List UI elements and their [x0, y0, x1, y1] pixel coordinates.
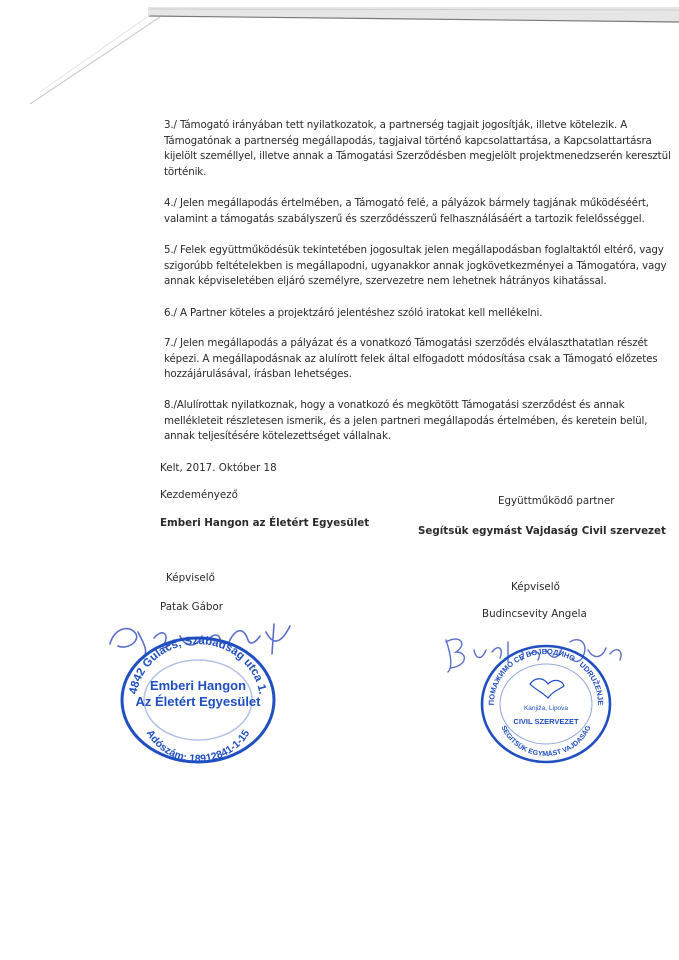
paragraph-line: mellékleteit részletesen ismerik, és a jelen partneri megállapodás értelmében, és keretein belül, [164, 414, 648, 427]
paragraph-6 [164, 306, 644, 322]
date-line: Kelt, 2017. Október 18 [160, 462, 277, 474]
paragraph-line: 6./ A Partner köteles a projektzáró jelentéshez szóló iratokat kell mellékelni. [164, 307, 543, 319]
paragraph-3 [164, 118, 671, 180]
svg-text:Adószám: 18912841-1-15 [144, 728, 253, 764]
paragraph-line: történik. [164, 165, 207, 178]
stamp-left [114, 624, 282, 764]
paragraph-line: valamint a támogatás szabályszerű és szerződésszerű felhasználásáért a tartozik felelősséggel. [164, 212, 645, 225]
stamp-left-ring-text: 4842 Gulács, Szabadság utca 1. [127, 634, 269, 696]
scan-edge [0, 0, 679, 120]
right-rep-label: Képviselő [511, 581, 560, 593]
paragraph-line: 8./Alulírottak nyilatkoznak, hogy a vonatkozó és megkötött Támogatási szerződést és annak [164, 399, 625, 411]
right-role: Együttműködő partner [498, 495, 615, 507]
left-role: Kezdeményező [160, 489, 238, 501]
paragraph-line: szigorúbb feltételekben is megállapodni, ugyanakkor annak jogkövetkezményei a Támogatóra, vagy [164, 259, 667, 272]
stamp-left-bottom-text: Adószám: 18912841-1-15 [143, 727, 253, 764]
stamp-left-center-2: Az Életért Egyesület [135, 694, 261, 709]
dove-icon [530, 679, 564, 698]
stamp-right-center-1: Kanjiža, Lipova [523, 705, 569, 712]
paragraph-line: 4./ Jelen megállapodás értelmében, a Támogató felé, a pályázok bármely tagjának működéséért, [164, 197, 649, 209]
paragraph-8 [164, 398, 648, 445]
paragraph-4 [164, 196, 649, 227]
left-org: Emberi Hangon az Életért Egyesület [160, 517, 370, 529]
paragraph-line: képezi. A megállapodásnak az alulírott felek által elfogadott módosítása csak a Támogató előzetes [164, 352, 658, 365]
stamp-right-center-2: CIVIL SZERVEZET [513, 717, 579, 726]
paragraph-line: annak képviseletében eljáró személyre, szervezetre nem lehetnek hátrányos kihatással. [164, 275, 607, 288]
stamp-right-ring-text: ПОМАЖИМО СЕ ВОЈВОДИНО · UDRUŽENJE [486, 646, 606, 706]
paragraph-7 [164, 336, 658, 383]
stamp-right [478, 638, 614, 766]
paragraph-line: 5./ Felek együttműködésük tekintetében jogosultak jelen megállapodásban foglaltaktól eltérő, vagy [164, 244, 664, 256]
paragraph-line: annak teljesítésére kötelezettséget vállalnak. [164, 430, 391, 443]
paragraph-line: Támogatónak a partnerség megállapodás, tagjaival történő kapcsolattartása, a Kapcsolattartásra [164, 134, 652, 147]
paragraph-line: 7./ Jelen megállapodás a pályázat és a vonatkozó Támogatási szerződés elválaszthatatlan részét [164, 337, 648, 349]
left-rep-name: Patak Gábor [160, 601, 223, 613]
right-org: Segítsük egymást Vajdaság Civil szervezet [418, 525, 666, 537]
left-rep-label: Képviselő [166, 572, 215, 584]
paragraph-5 [164, 243, 667, 290]
stamp-right-bottom-text: SEGITSÜK EGYMÁST VAJDASÁG [499, 724, 593, 759]
right-rep-name: Budincsevity Angela [482, 608, 587, 620]
paragraph-line: hozzájárulásával, írásban lehetséges. [164, 368, 352, 381]
paragraph-line: kijelölt személlyel, illetve annak a Támogatási Szerződésben megjelölt projektmenedzserén keresztül [164, 150, 671, 163]
stamp-left-center-1: Emberi Hangon [149, 678, 247, 693]
paragraph-line: 3./ Támogató irányában tett nyilatkozatok, a partnerség tagjait jogosítják, illetve kötelezik. A [164, 119, 628, 131]
